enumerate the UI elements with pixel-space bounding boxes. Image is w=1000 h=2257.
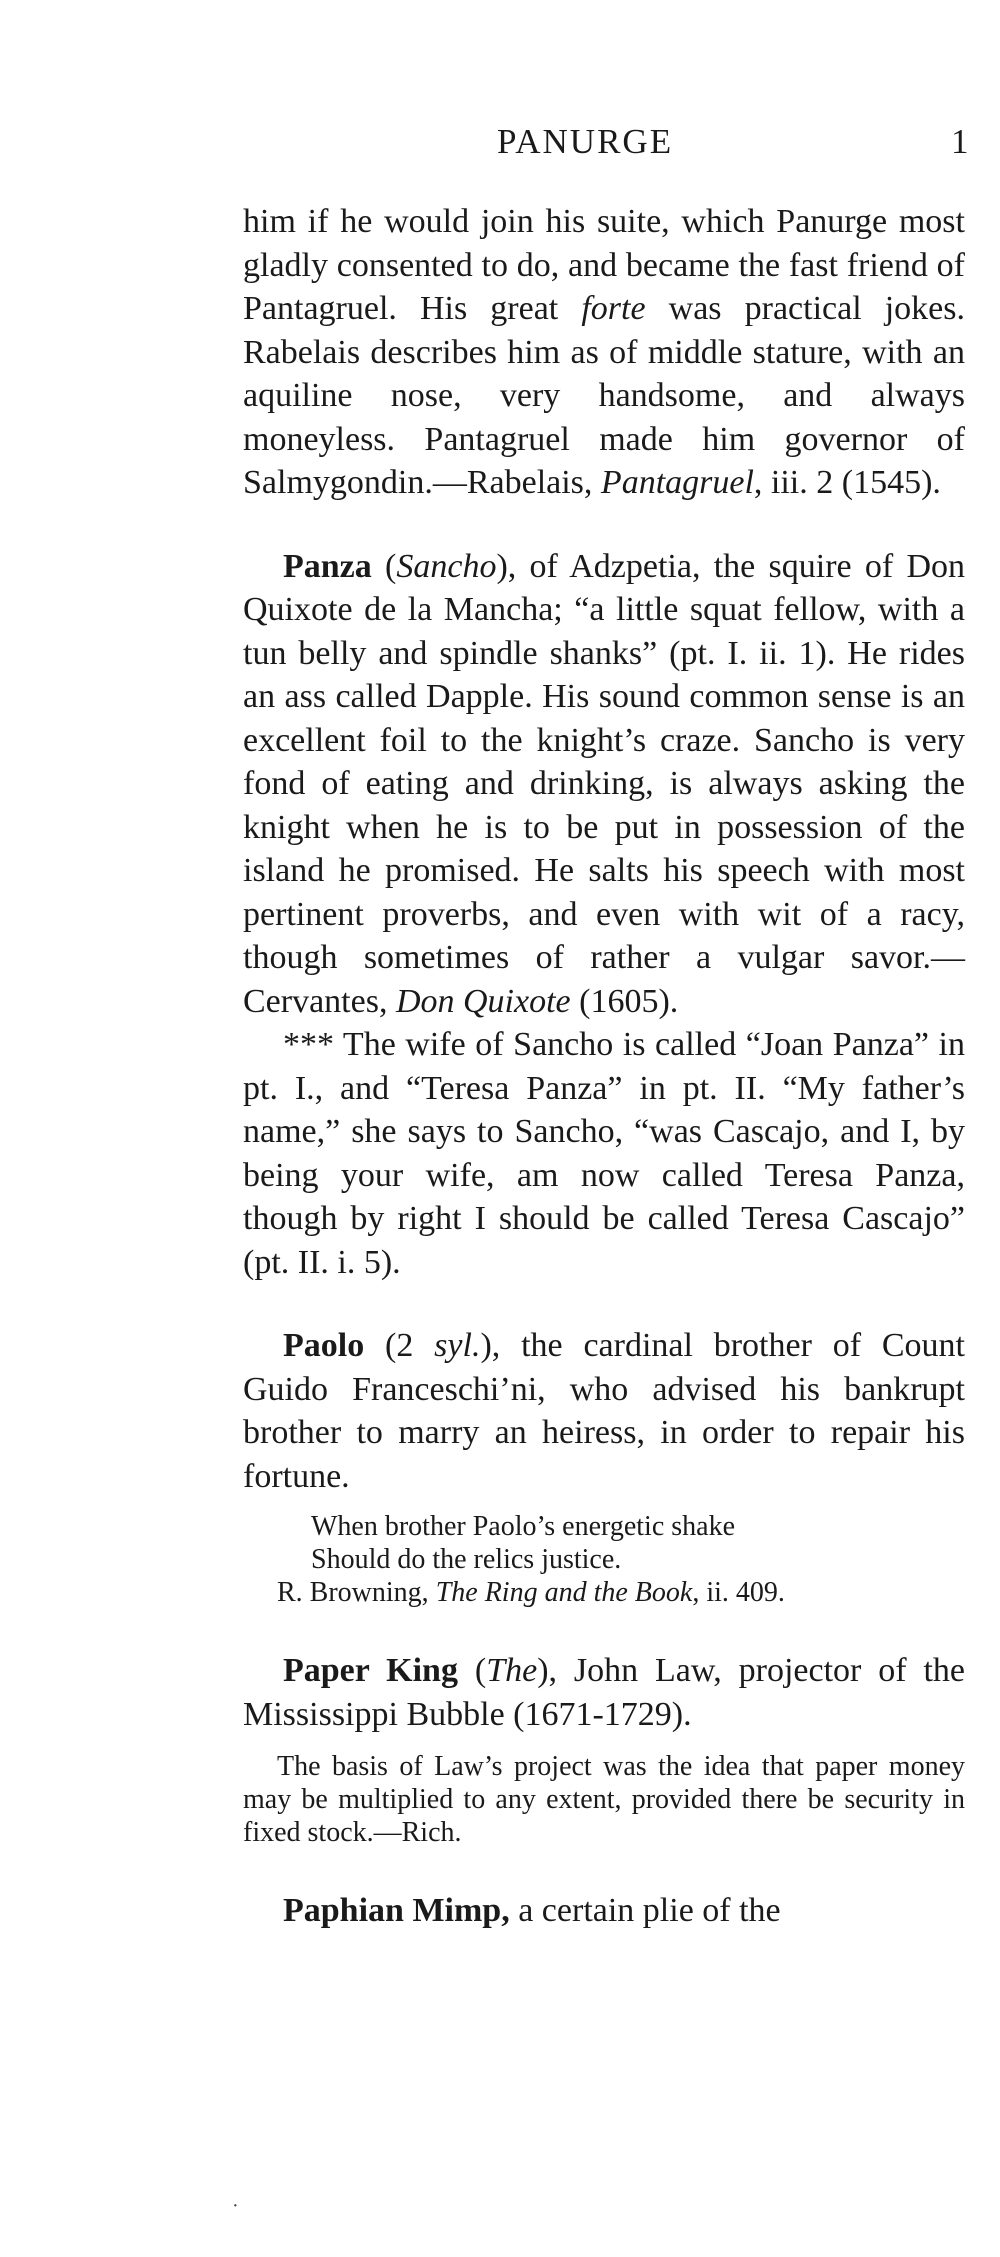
page-header — [0, 122, 1000, 172]
entry-headword: Paolo — [283, 1327, 365, 1364]
dictionary-text — [243, 200, 965, 1933]
entry-text: , iii. 2 (1545). — [753, 464, 941, 501]
entry-text: (2 — [364, 1327, 435, 1364]
entry-headword: Panza — [283, 547, 372, 585]
entry-text: ( — [371, 547, 397, 585]
citation-work-title: The Ring and the Book — [435, 1577, 693, 1608]
entry-headword: Paphian Mimp, — [283, 1892, 510, 1929]
entry-text: ), of Adzpetia, the squire of Don Quixote de la Mancha; “a little squat fellow, with a tun belly and spindle shanks” (pt. I. ii. 1). He rides an ass called Dapple. His sound common sense is an excellent foil to the knight’s craze. Sancho is very fond of eating and drinking, is always asking the knight when he is to be put in possession of the island he promised. He salts his speech with most pertinent proverbs, and even with wit of a racy, though sometimes of rather a vulgar savor.—Cervantes, — [243, 547, 966, 1020]
citation-author: R. Browning, — [277, 1577, 436, 1608]
verse-line: When brother Paolo’s energetic shake — [311, 1511, 736, 1542]
entry-panza-note: *** The wife of Sancho is called “Joan Panza” in pt. I., and “Teresa Panza” in pt. II. “My father’s name,” she says to Sancho, “was Cascajo, and I, by being your wife, am now called Teresa Panza, though by right I should be called Teresa Cascajo” (pt. II. i. 5). — [243, 1026, 965, 1281]
footer-mark: · — [232, 2195, 239, 2217]
entry-subhead: Sancho — [396, 547, 497, 585]
verse-quotation — [243, 1510, 965, 1609]
entry-paolo — [243, 1324, 965, 1498]
entry-paper-king — [243, 1649, 965, 1736]
verse-line: Should do the relics justice. — [311, 1544, 622, 1575]
running-head: PANURGE — [497, 122, 674, 161]
entry-panurge-continued — [243, 200, 965, 505]
entry-text: (1605). — [570, 982, 679, 1020]
entry-text: was practical jokes. Rabelais describes him as of middle stature, with an aquiline nose, very handsome, and always moneyless. Pantagruel made him governor of Salmygondin.—Rabelais, — [243, 290, 965, 501]
entry-subhead: The — [486, 1652, 538, 1689]
entry-text: ), the cardinal brother of Count Guido Franceschi’ni, who advised his bankrupt brother to marry an heiress, in order to repair his fortune. — [243, 1327, 965, 1495]
citation-reference: , ii. 409. — [692, 1577, 785, 1608]
entry-text: a certain plie of the — [509, 1892, 781, 1929]
entry-text: ), John Law, projector of the Mississippi Bubble (1671-1729). — [243, 1652, 966, 1733]
page-number: 1 — [951, 122, 969, 161]
entry-headword: Paper King — [283, 1652, 458, 1689]
entry-panza — [243, 545, 965, 1024]
entry-paper-king-note: The basis of Law’s project was the idea that paper money may be multiplied to any extent, provided there be security in fixed stock.—Rich. — [243, 1751, 965, 1848]
entry-italic-term: forte — [581, 290, 646, 327]
entry-text: him if he would join his suite, which Panurge most gladly consented to do, and became the fast friend of Pantagruel. His great — [243, 203, 965, 327]
entry-italic-term: syl. — [434, 1327, 481, 1364]
entry-text: ( — [457, 1652, 487, 1689]
entry-paphian-mimp — [243, 1889, 965, 1933]
quotation-citation — [243, 1576, 965, 1609]
entry-work-title: Don Quixote — [395, 982, 571, 1020]
entry-work-title: Pantagruel — [600, 464, 754, 501]
